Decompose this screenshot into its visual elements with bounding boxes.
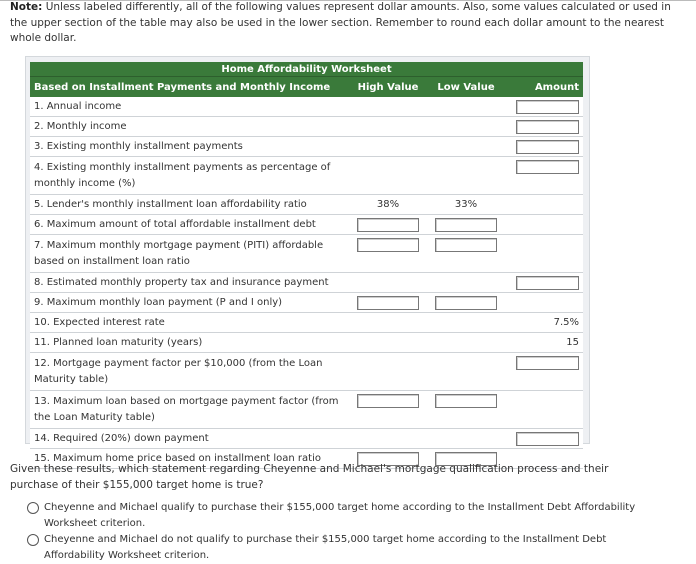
row-label: 4. Existing monthly installment payments as percentage of monthly income (%): [30, 157, 349, 195]
property-tax-insurance-amount-input[interactable]: [516, 276, 579, 290]
home-affordability-worksheet: [30, 62, 583, 469]
interest-rate-value: 7.5%: [505, 313, 583, 333]
column-header-low: Low Value: [427, 77, 505, 98]
existing-installment-payments-amount-input[interactable]: [516, 140, 579, 154]
max-mortgage-payment-high-input[interactable]: [357, 238, 419, 252]
row-label: 3. Existing monthly installment payments: [30, 137, 349, 157]
affordability-ratio-low-value: 33%: [427, 195, 505, 215]
table-row: [30, 157, 583, 195]
column-header-amount: Amount: [505, 77, 583, 98]
table-row: [30, 97, 583, 117]
row-label: 8. Estimated monthly property tax and insurance payment: [30, 273, 349, 293]
table-row: [30, 429, 583, 449]
row-label: 11. Planned loan maturity (years): [30, 333, 349, 353]
row-label: 9. Maximum monthly loan payment (P and I only): [30, 293, 349, 313]
row-label: 14. Required (20%) down payment: [30, 429, 349, 449]
table-row: [30, 273, 583, 293]
column-header-high: High Value: [349, 77, 427, 98]
max-installment-debt-high-input[interactable]: [357, 218, 419, 232]
max-loan-low-input[interactable]: [435, 394, 497, 408]
table-row: [30, 313, 583, 333]
monthly-income-amount-input[interactable]: [516, 120, 579, 134]
question-text: Given these results, which statement regarding Cheyenne and Michael's mortgage qualification process and their purchase of their $155,000 target home is true?: [10, 463, 609, 491]
row-label: 1. Annual income: [30, 97, 349, 117]
max-mortgage-payment-low-input[interactable]: [435, 238, 497, 252]
max-installment-debt-low-input[interactable]: [435, 218, 497, 232]
table-row: [30, 333, 583, 353]
table-row: [30, 117, 583, 137]
note-text: Unless labeled differently, all of the following values represent dollar amounts. Also, some values calculated or used in the upper section of the table may also be used in the lower section. Remember to round each dollar amount to the nearest whole dollar.: [10, 1, 671, 44]
option-text: Cheyenne and Michael do not qualify to purchase their $155,000 target home according to the Installment Debt Affordability Worksheet criterion.: [44, 534, 607, 561]
row-label: 2. Monthly income: [30, 117, 349, 137]
table-row: [30, 235, 583, 273]
instructions-note: [10, 0, 690, 47]
loan-maturity-value: 15: [505, 333, 583, 353]
table-row: [30, 137, 583, 157]
row-label: 7. Maximum monthly mortgage payment (PITI) affordable based on installment loan ratio: [30, 235, 349, 273]
note-label: Note:: [10, 1, 43, 13]
table-row: [30, 293, 583, 313]
table-row: [30, 391, 583, 429]
max-loan-high-input[interactable]: [357, 394, 419, 408]
option-text: Cheyenne and Michael qualify to purchase their $155,000 target home according to the Installment Debt Affordability Worksheet criterion.: [44, 502, 636, 529]
worksheet-panel: [25, 56, 590, 464]
installment-percentage-amount-input[interactable]: [516, 160, 579, 174]
row-label: 15. Maximum home price based on installment loan ratio: [30, 449, 349, 469]
table-row: [30, 195, 583, 215]
affordability-ratio-high-value: 38%: [349, 195, 427, 215]
down-payment-amount-input[interactable]: [516, 432, 579, 446]
worksheet-title: Home Affordability Worksheet: [30, 62, 583, 77]
table-row: [30, 215, 583, 235]
max-loan-payment-high-input[interactable]: [357, 296, 419, 310]
row-label: 10. Expected interest rate: [30, 313, 349, 333]
table-row: [30, 353, 583, 391]
max-loan-payment-low-input[interactable]: [435, 296, 497, 310]
radio-button[interactable]: [27, 534, 39, 546]
row-label: 12. Mortgage payment factor per $10,000 (from the Loan Maturity table): [30, 353, 349, 391]
row-label: 6. Maximum amount of total affordable installment debt: [30, 215, 349, 235]
row-label: 5. Lender's monthly installment loan affordability ratio: [30, 195, 349, 215]
row-label: 13. Maximum loan based on mortgage payment factor (from the Loan Maturity table): [30, 391, 349, 429]
column-header-label: Based on Installment Payments and Monthly Income: [30, 77, 349, 98]
mortgage-payment-factor-amount-input[interactable]: [516, 356, 579, 370]
radio-button[interactable]: [27, 502, 39, 514]
annual-income-amount-input[interactable]: [516, 100, 579, 114]
